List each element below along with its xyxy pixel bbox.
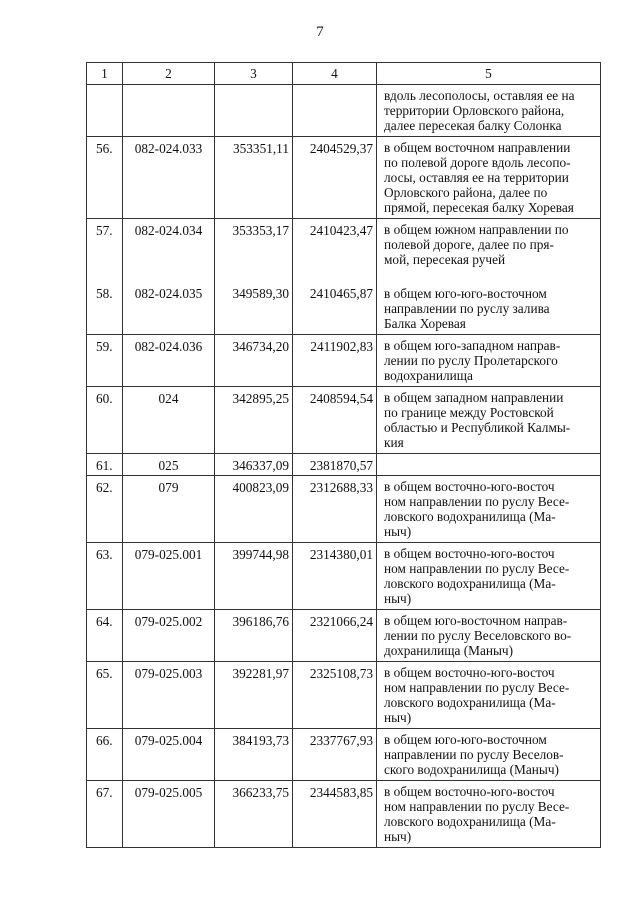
boundary-description [377,610,601,662]
coordinate-y: 2321066,24 [293,610,377,662]
point-code: 079 [123,476,215,543]
coordinate-x: 342895,25 [215,387,293,454]
column-header-2: 2 [123,63,215,85]
description-line: ныч) [384,524,412,539]
description-line: ныч) [384,591,412,606]
coordinate-x: 346337,09 [215,454,293,476]
row-number: 59. [87,335,123,387]
coordinate-x: 353353,17 [215,219,293,271]
row-number: 66. [87,729,123,781]
description-line: областью и Республикой Калмы- [384,420,571,435]
table-row [87,85,601,137]
row-number: 56. [87,137,123,219]
point-code: 024 [123,387,215,454]
description-line: водохранилища [384,368,473,383]
coordinate-y: 2325108,73 [293,662,377,729]
column-header-1: 1 [87,63,123,85]
description-line: дохранилища (Маныч) [384,643,514,658]
coordinate-y [293,85,377,137]
point-code: 082-024.035 [123,270,215,335]
description-line: по границе между Ростовской [384,405,554,420]
coordinate-y: 2408594,54 [293,387,377,454]
description-line: ныч) [384,829,412,844]
description-line: мой, пересекая ручей [384,252,506,267]
column-header-4: 4 [293,63,377,85]
row-number: 64. [87,610,123,662]
table-row [87,476,601,543]
row-number: 61. [87,454,123,476]
coordinate-x: 400823,09 [215,476,293,543]
table-body [87,85,601,848]
description-line: в общем восточно-юго-восточ [384,665,555,680]
table-row [87,781,601,848]
coordinate-y: 2410465,87 [293,270,377,335]
description-line: в общем западном направлении [384,390,564,405]
coordinate-y: 2410423,47 [293,219,377,271]
description-line: в общем восточно-юго-восточ [384,784,555,799]
table-row [87,454,601,476]
boundary-description [377,270,601,335]
boundary-description [377,387,601,454]
point-code: 079-025.005 [123,781,215,848]
coordinate-y: 2404529,37 [293,137,377,219]
description-line: лении по руслу Веселовского во- [384,628,572,643]
boundary-description [377,781,601,848]
description-line: ловского водохранилища (Ма- [384,695,556,710]
description-line: ловского водохранилища (Ма- [384,509,556,524]
description-line: по полевой дороге вдоль лесопо- [384,155,571,170]
description-line: в общем восточно-юго-восточ [384,546,555,561]
coordinate-y: 2337767,93 [293,729,377,781]
point-code: 082-024.033 [123,137,215,219]
description-line: в общем южном направлении по [384,222,569,237]
coordinate-x: 346734,20 [215,335,293,387]
point-code: 025 [123,454,215,476]
page-number: 7 [316,24,324,40]
coordinate-y: 2381870,57 [293,454,377,476]
table-row [87,387,601,454]
description-line: ном направлении по руслу Весе- [384,561,570,576]
row-number [87,85,123,137]
description-line: ном направлении по руслу Весе- [384,494,570,509]
point-code: 079-025.003 [123,662,215,729]
row-number: 62. [87,476,123,543]
boundary-description [377,454,601,476]
coordinate-x: 396186,76 [215,610,293,662]
row-number: 67. [87,781,123,848]
description-line: далее пересекая балку Солонка [384,118,562,133]
table-row [87,610,601,662]
description-line: вдоль лесополосы, оставляя ее на [384,88,575,103]
coordinate-x: 366233,75 [215,781,293,848]
description-line: ном направлении по руслу Весе- [384,799,570,814]
coordinate-y: 2312688,33 [293,476,377,543]
coordinate-y: 2411902,83 [293,335,377,387]
description-line: ном направлении по руслу Весе- [384,680,570,695]
description-line: в общем юго-юго-восточном [384,732,547,747]
boundary-description [377,137,601,219]
table-row [87,662,601,729]
description-line: в общем восточно-юго-восточ [384,479,555,494]
boundary-description [377,219,601,271]
coordinate-x: 399744,98 [215,543,293,610]
table-row [87,729,601,781]
description-line: Балка Хоревая [384,316,466,331]
description-line: ловского водохранилища (Ма- [384,814,556,829]
row-number: 65. [87,662,123,729]
description-line: направлении по руслу залива [384,301,550,316]
description-line: лосы, оставляя ее на территории [384,170,569,185]
point-code: 079-025.002 [123,610,215,662]
row-number: 58. [87,270,123,335]
description-line: в общем восточном направлении [384,140,571,155]
description-line: ского водохранилища (Маныч) [384,762,559,777]
boundary-description [377,662,601,729]
coordinate-x: 349589,30 [215,270,293,335]
point-code: 082-024.036 [123,335,215,387]
column-header-3: 3 [215,63,293,85]
boundary-description [377,543,601,610]
description-line: прямой, пересекая балку Хоревая [384,200,574,215]
description-line: кия [384,435,404,450]
boundary-description [377,476,601,543]
point-code: 082-024.034 [123,219,215,271]
table-row [87,137,601,219]
coordinate-x: 353351,11 [215,137,293,219]
description-line: ныч) [384,710,412,725]
row-number: 60. [87,387,123,454]
point-code: 079-025.001 [123,543,215,610]
description-line: в общем юго-восточном направ- [384,613,568,628]
description-line: Орловского района, далее по [384,185,548,200]
boundary-table [86,62,601,848]
row-number: 57. [87,219,123,271]
coordinate-y: 2344583,85 [293,781,377,848]
description-line: ловского водохранилища (Ма- [384,576,556,591]
boundary-description [377,729,601,781]
table-row [87,335,601,387]
boundary-description [377,85,601,137]
table-row [87,543,601,610]
coordinate-x: 384193,73 [215,729,293,781]
boundary-description [377,335,601,387]
description-line: направлении по руслу Веселов- [384,747,564,762]
row-number: 63. [87,543,123,610]
description-line: в общем юго-юго-восточном [384,286,547,301]
column-header-5: 5 [377,63,601,85]
table-row [87,219,601,271]
description-line: территории Орловского района, [384,103,565,118]
point-code: 079-025.004 [123,729,215,781]
description-line: в общем юго-западном направ- [384,338,561,353]
table-row [87,270,601,335]
coordinate-x [215,85,293,137]
description-line: полевой дороге, далее по пря- [384,237,554,252]
coordinate-y: 2314380,01 [293,543,377,610]
coordinate-x: 392281,97 [215,662,293,729]
point-code [123,85,215,137]
table-header-row [87,63,601,85]
description-line: лении по руслу Пролетарского [384,353,558,368]
